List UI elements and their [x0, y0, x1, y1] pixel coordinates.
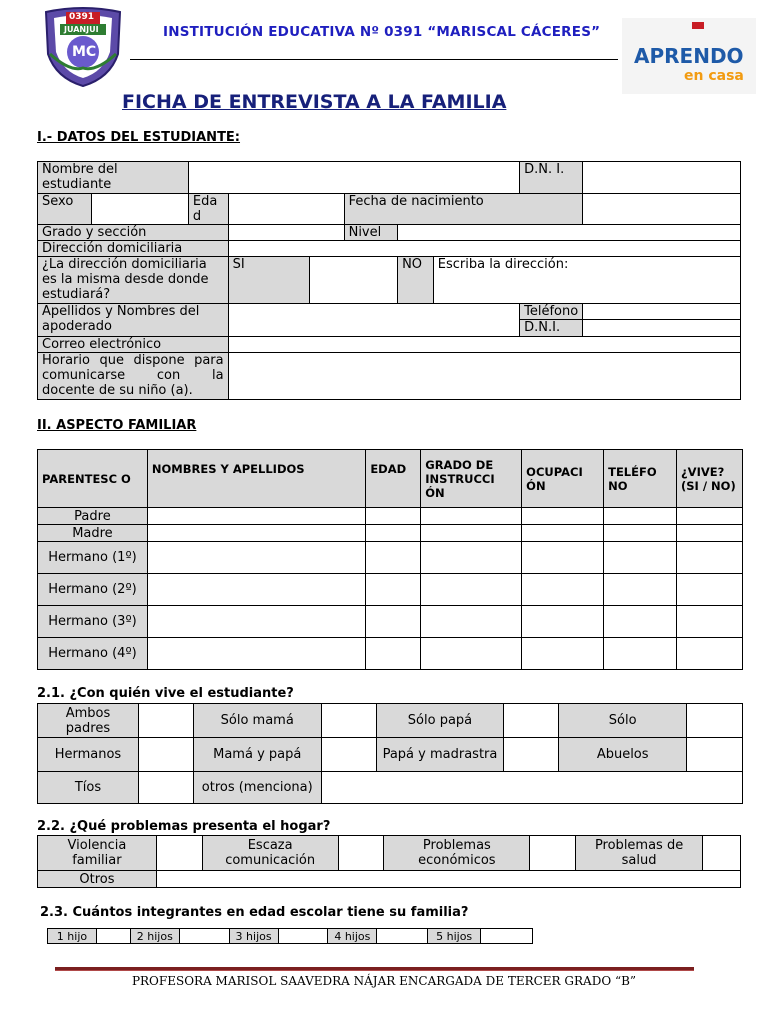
label-si: SI: [228, 257, 309, 304]
cell[interactable]: [366, 574, 421, 606]
cell[interactable]: [147, 508, 365, 525]
field-apoderado[interactable]: [228, 304, 520, 337]
aprendo-logo: [622, 18, 756, 94]
cell[interactable]: [677, 525, 743, 542]
row-label-hermano4: Hermano (4º): [38, 638, 148, 670]
checkbox-solo[interactable]: [687, 704, 743, 738]
checkbox-solo-papa[interactable]: [504, 704, 559, 738]
option-otros-problemas: Otros: [38, 871, 157, 888]
cell[interactable]: [366, 638, 421, 670]
cell[interactable]: [604, 606, 677, 638]
option-mama-y-papa: Mamá y papá: [193, 738, 321, 772]
cell[interactable]: [147, 574, 365, 606]
checkbox-1-hijo[interactable]: [96, 929, 130, 944]
option-ambos-padres: Ambos padres: [38, 704, 139, 738]
lives-with-table: [37, 703, 743, 804]
col-grado: GRADO DE INSTRUCCI ÓN: [421, 450, 522, 508]
checkbox-economicos[interactable]: [530, 836, 576, 871]
field-dni-apoderado[interactable]: [583, 320, 741, 337]
checkbox-5-hijos[interactable]: [481, 929, 533, 944]
cell[interactable]: [522, 574, 604, 606]
cell[interactable]: [677, 542, 743, 574]
option-violencia: Violencia familiar: [38, 836, 157, 871]
cell[interactable]: [421, 574, 522, 606]
family-table: [37, 449, 743, 670]
option-solo: Sólo: [559, 704, 687, 738]
label-nivel: Nivel: [344, 225, 397, 241]
school-age-table: [47, 928, 533, 944]
row-label-padre: Padre: [38, 508, 148, 525]
cell[interactable]: [366, 508, 421, 525]
logo-bottom: en casa: [684, 68, 744, 84]
row-label-madre: Madre: [38, 525, 148, 542]
cell[interactable]: [421, 508, 522, 525]
field-fecha[interactable]: [583, 194, 741, 225]
checkbox-ambos-padres[interactable]: [138, 704, 193, 738]
table-row: [38, 508, 743, 525]
option-economicos: Problemas económicos: [384, 836, 530, 871]
label-apoderado: Apellidos y Nombres del apoderado: [38, 304, 229, 337]
option-otros: otros (menciona): [193, 772, 321, 804]
field-correo[interactable]: [228, 337, 740, 353]
checkbox-comunicacion[interactable]: [338, 836, 384, 871]
cell[interactable]: [421, 606, 522, 638]
cell[interactable]: [522, 638, 604, 670]
option-solo-papa: Sólo papá: [376, 704, 504, 738]
field-horario[interactable]: [228, 353, 740, 400]
label-horario: Horario que dispone para comunicarse con la docente de su niño (a).: [38, 353, 229, 400]
option-3-hijos: 3 hijos: [229, 929, 278, 944]
table-row: [38, 525, 743, 542]
option-abuelos: Abuelos: [559, 738, 687, 772]
label-misma-direccion: ¿La dirección domiciliaria es la misma desde donde estudiará?: [38, 257, 229, 304]
label-correo: Correo electrónico: [38, 337, 229, 353]
field-edad[interactable]: [228, 194, 344, 225]
field-sexo[interactable]: [91, 194, 188, 225]
cell[interactable]: [366, 606, 421, 638]
checkbox-tios[interactable]: [138, 772, 193, 804]
row-label-hermano2: Hermano (2º): [38, 574, 148, 606]
label-sexo: Sexo: [38, 194, 92, 225]
col-ocupacion: OCUPACI ÓN: [522, 450, 604, 508]
cell[interactable]: [421, 525, 522, 542]
label-escriba[interactable]: Escriba la dirección:: [433, 257, 740, 304]
table-row: [38, 574, 743, 606]
option-hermanos: Hermanos: [38, 738, 139, 772]
field-grado[interactable]: [228, 225, 344, 241]
school-crest: [40, 6, 126, 88]
option-salud: Problemas de salud: [576, 836, 703, 871]
crest-number: 0391: [69, 12, 95, 22]
question-2-1: 2.1. ¿Con quién vive el estudiante?: [37, 686, 294, 701]
checkbox-salud[interactable]: [703, 836, 741, 871]
checkbox-3-hijos[interactable]: [278, 929, 328, 944]
option-4-hijos: 4 hijos: [328, 929, 377, 944]
footer-rule: [55, 967, 694, 971]
cell[interactable]: [677, 574, 743, 606]
label-dni-apoderado: D.N.I.: [520, 320, 583, 337]
cell[interactable]: [147, 606, 365, 638]
checkbox-solo-mama[interactable]: [321, 704, 376, 738]
logo-flag-icon: [692, 22, 704, 29]
cell[interactable]: [421, 638, 522, 670]
option-comunicacion: Escaza comunicación: [202, 836, 338, 871]
student-data-table: [37, 161, 741, 400]
cell[interactable]: [522, 606, 604, 638]
cell[interactable]: [604, 574, 677, 606]
col-edad: EDAD: [366, 450, 421, 508]
cell[interactable]: [604, 638, 677, 670]
home-problems-table: [37, 835, 741, 888]
label-direccion: Dirección domiciliaria: [38, 241, 229, 257]
table-row: [38, 606, 743, 638]
label-grado: Grado y sección: [38, 225, 229, 241]
question-2-2: 2.2. ¿Qué problemas presenta el hogar?: [37, 819, 331, 834]
option-2-hijos: 2 hijos: [130, 929, 179, 944]
crest-name: JUANJUI: [64, 25, 99, 34]
label-fecha: Fecha de nacimiento: [344, 194, 583, 225]
crest-letters: MC: [72, 44, 97, 60]
field-nivel[interactable]: [398, 225, 741, 241]
field-otros-mencion[interactable]: [321, 772, 742, 804]
col-telefono: TELÉFO NO: [604, 450, 677, 508]
section2-heading: II. ASPECTO FAMILIAR: [37, 418, 197, 433]
field-si[interactable]: [310, 257, 398, 304]
cell[interactable]: [522, 508, 604, 525]
label-no: NO: [398, 257, 434, 304]
option-tios: Tíos: [38, 772, 139, 804]
label-dni: D.N. I.: [520, 162, 583, 194]
cell[interactable]: [366, 542, 421, 574]
cell[interactable]: [522, 542, 604, 574]
checkbox-papa-madrastra[interactable]: [504, 738, 559, 772]
option-papa-madrastra: Papá y madrastra: [376, 738, 504, 772]
checkbox-hermanos[interactable]: [138, 738, 193, 772]
school-name: INSTITUCIÓN EDUCATIVA Nº 0391 “MARISCAL CÁCERES”: [163, 24, 601, 40]
section1-heading: I.- DATOS DEL ESTUDIANTE:: [37, 130, 241, 145]
cell[interactable]: [147, 542, 365, 574]
option-5-hijos: 5 hijos: [428, 929, 481, 944]
question-2-3: 2.3. Cuántos integrantes en edad escolar tiene su familia?: [40, 905, 469, 920]
cell[interactable]: [604, 525, 677, 542]
cell[interactable]: [147, 638, 365, 670]
label-nombre: Nombre del estudiante: [38, 162, 189, 194]
table-row: [38, 638, 743, 670]
header-rule: [130, 59, 618, 60]
checkbox-mama-y-papa[interactable]: [321, 738, 376, 772]
row-label-hermano3: Hermano (3º): [38, 606, 148, 638]
label-edad: Eda d: [188, 194, 228, 225]
checkbox-violencia[interactable]: [156, 836, 202, 871]
col-parentesco: PARENTESC O: [38, 450, 148, 508]
option-1-hijo: 1 hijo: [48, 929, 97, 944]
cell[interactable]: [604, 542, 677, 574]
cell[interactable]: [421, 542, 522, 574]
field-direccion[interactable]: [228, 241, 740, 257]
footer-text: PROFESORA MARISOL SAAVEDRA NÁJAR ENCARGADA DE TERCER GRADO “B”: [131, 974, 637, 988]
col-nombres: NOMBRES Y APELLIDOS: [147, 450, 365, 508]
page-title: FICHA DE ENTREVISTA A LA FAMILIA: [122, 91, 507, 113]
checkbox-4-hijos[interactable]: [377, 929, 428, 944]
logo-top: APRENDO: [634, 44, 744, 68]
table-row: [38, 542, 743, 574]
checkbox-abuelos[interactable]: [687, 738, 743, 772]
cell[interactable]: [147, 525, 365, 542]
cell[interactable]: [677, 638, 743, 670]
label-telefono: Teléfono: [520, 304, 583, 320]
field-telefono[interactable]: [583, 304, 741, 320]
field-otros-problemas[interactable]: [156, 871, 740, 888]
row-label-hermano1: Hermano (1º): [38, 542, 148, 574]
cell[interactable]: [604, 508, 677, 525]
checkbox-2-hijos[interactable]: [179, 929, 229, 944]
cell[interactable]: [677, 606, 743, 638]
field-dni[interactable]: [583, 162, 741, 194]
option-solo-mama: Sólo mamá: [193, 704, 321, 738]
col-vive: ¿VIVE? (SI / NO): [677, 450, 743, 508]
field-nombre[interactable]: [188, 162, 519, 194]
cell[interactable]: [677, 508, 743, 525]
cell[interactable]: [366, 525, 421, 542]
cell[interactable]: [522, 525, 604, 542]
